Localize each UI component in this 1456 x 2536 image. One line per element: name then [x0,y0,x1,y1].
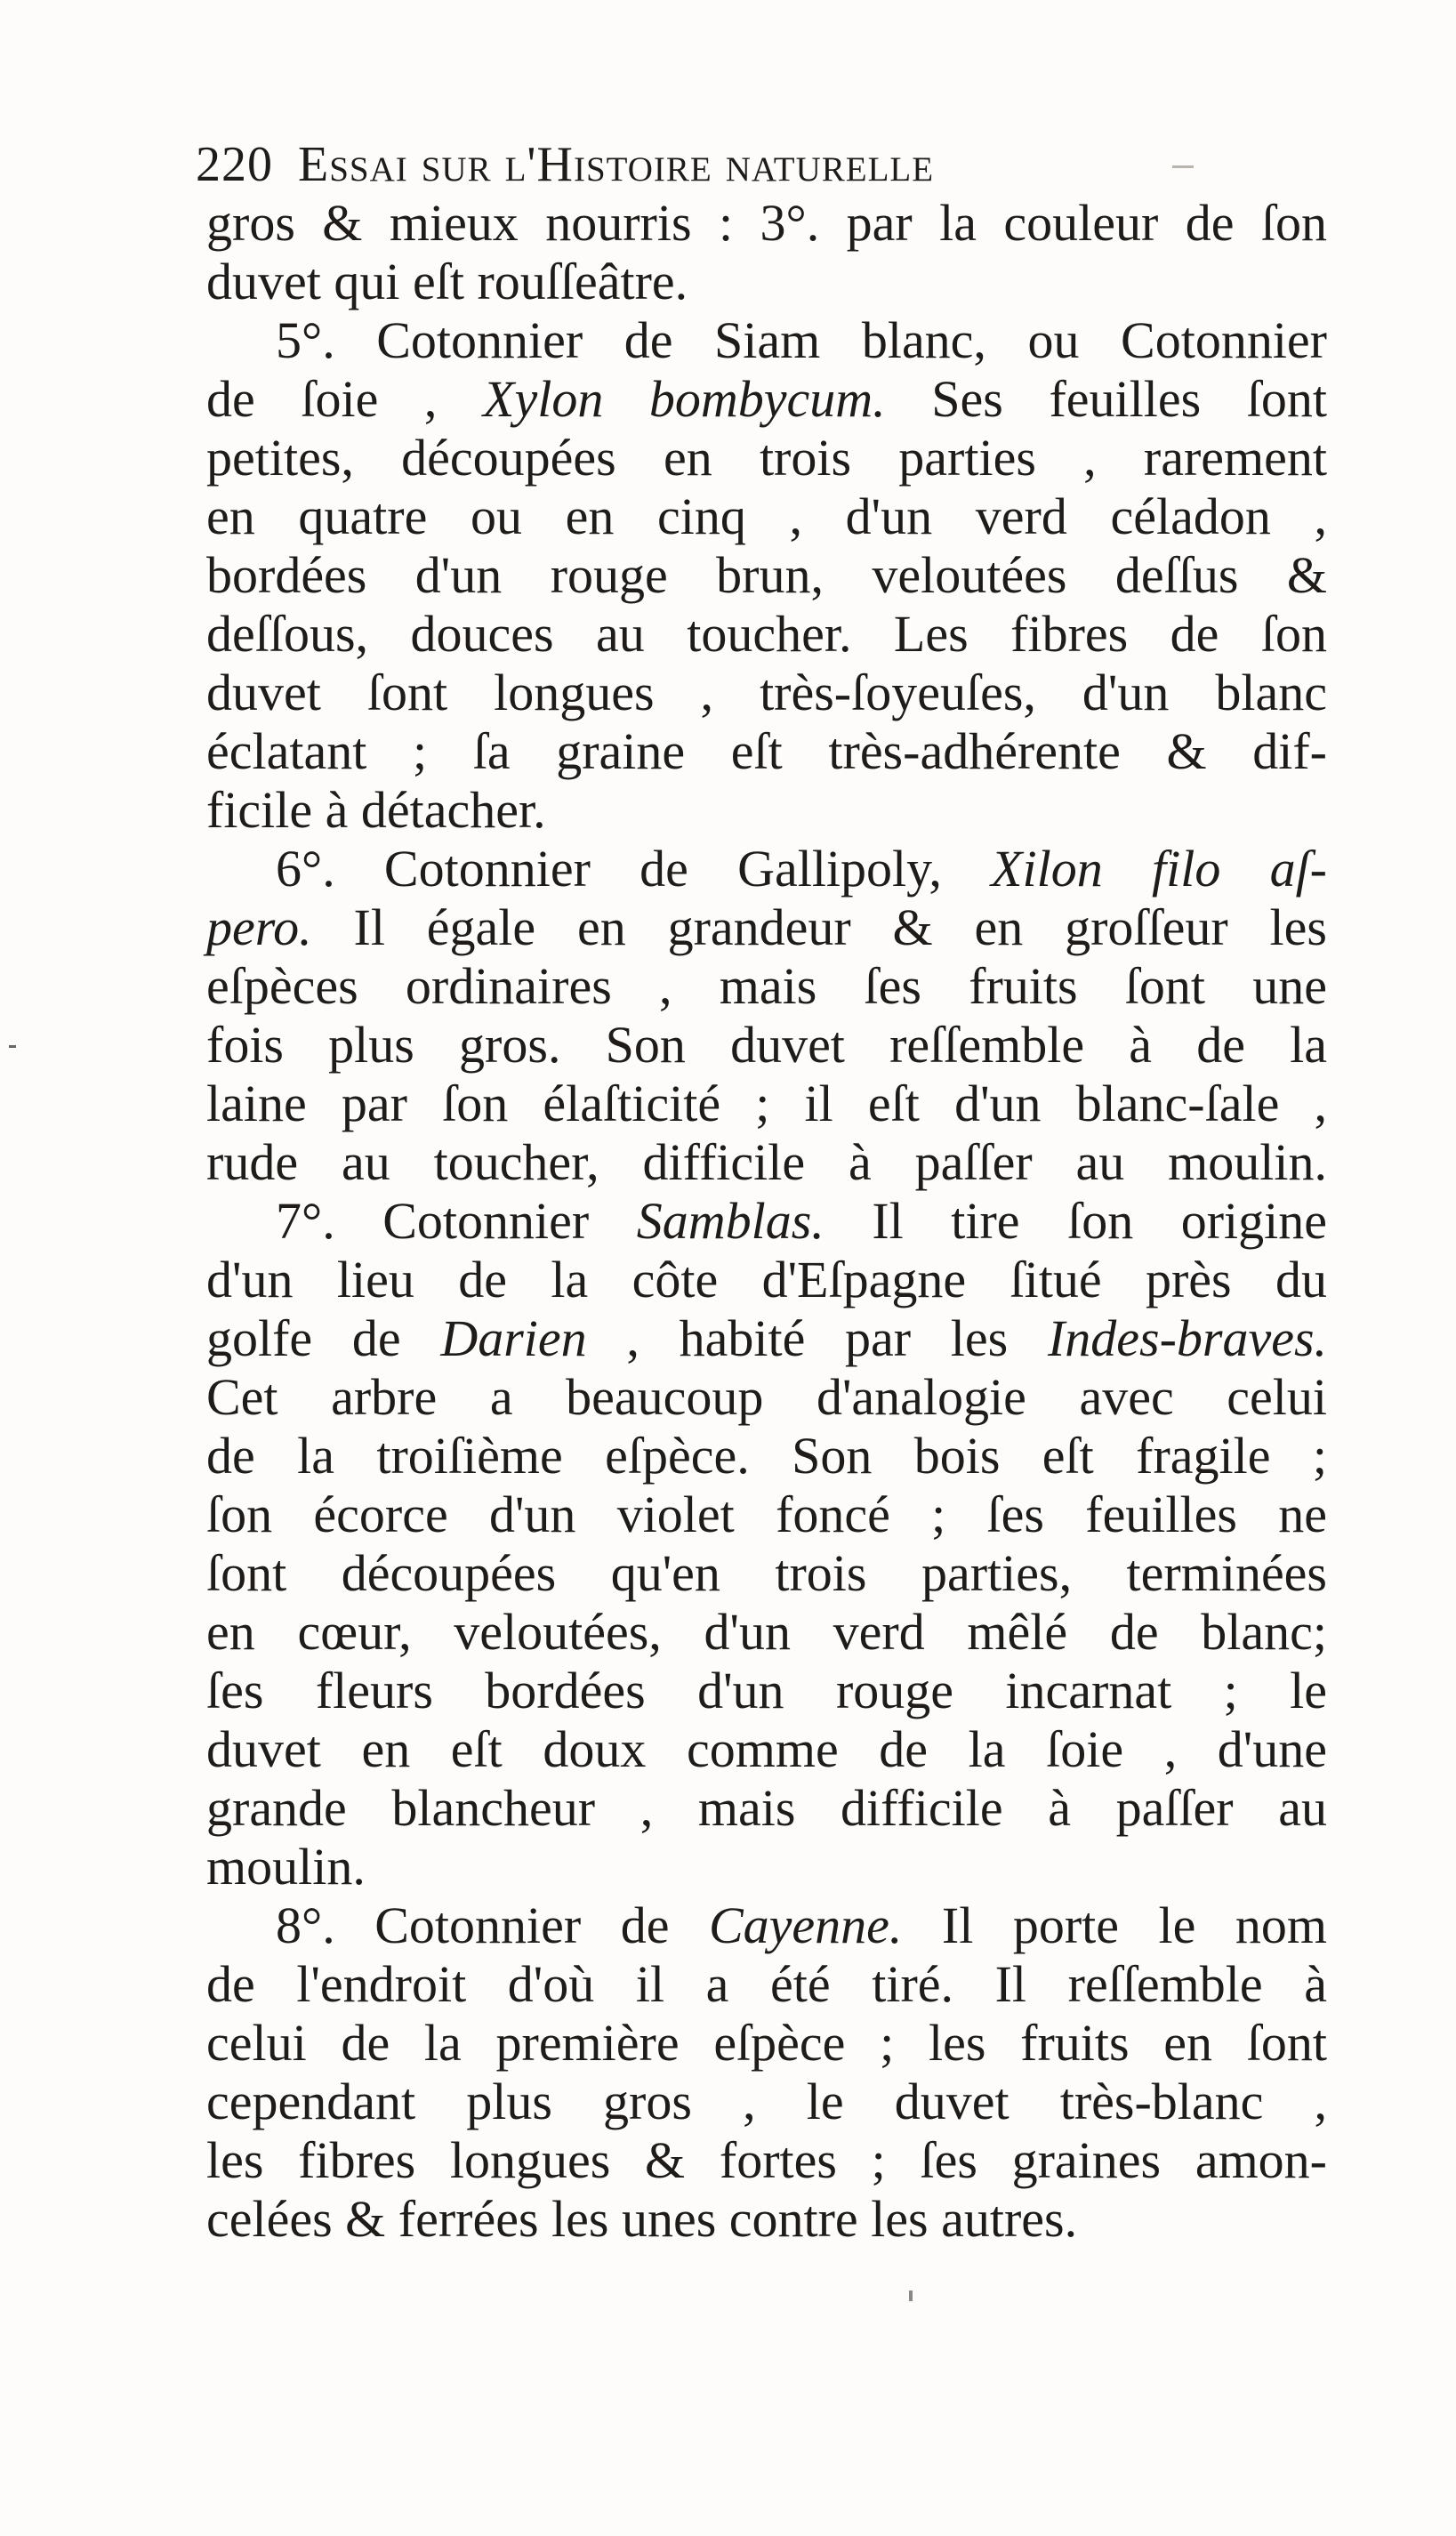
species-name: Xylon bombycum. [483,370,886,428]
text-line: de ſoie , Xylon bombycum. Ses feuilles ſont [206,370,1328,428]
bottom-mark [909,2290,913,2301]
text-line: duvet en eſt doux comme de la ſoie , d'une [206,1720,1327,1778]
text-line: grande blancheur , mais difficile à paſſer au [206,1779,1327,1837]
text-line: celées & ferrées les unes contre les autres. [206,2190,1078,2248]
text-line: golfe de Darien , habité par les Indes-braves. [206,1309,1328,1367]
text-line: duvet ſont longues , très-ſoyeuſes, d'un blanc [206,664,1327,721]
text-line: 7°. Cotonnier Samblas. Il tire ſon origine [276,1192,1327,1250]
text-line: en cœur, veloutées, d'un verd mêlé de blanc; [206,1603,1327,1661]
text-line: 6°. Cotonnier de Gallipoly, Xilon filo aſ- [276,840,1327,898]
running-head [196,133,1201,196]
text-line: fois plus gros. Son duvet reſſemble à de la [206,1016,1327,1074]
species-name: Samblas. [636,1192,825,1250]
text-line: petites, découpées en trois parties , rarement [206,429,1327,487]
text-line: moulin. [206,1838,366,1896]
text-line: laine par ſon élaſticité ; il eſt d'un blanc-ſale , [206,1075,1327,1132]
text-line: ficile à détacher. [206,781,546,839]
people-name: Indes-braves. [1047,1309,1328,1367]
margin-mark [9,1045,16,1048]
text-line: gros & mieux nourris : 3°. par la couleur de ſon [206,194,1327,252]
text-line: deſſous, douces au toucher. Les fibres de ſon [206,605,1327,663]
text-line: de la troiſième eſpèce. Son bois eſt fragile ; [206,1427,1327,1485]
text-line: duvet qui eſt rouſſeâtre. [206,253,688,310]
text-line: 8°. Cotonnier de Cayenne. Il porte le nom [276,1896,1327,1954]
text-line: rude au toucher, difficile à paſſer au moulin. [206,1133,1327,1191]
text-line: bordées d'un rouge brun, veloutées deſſus & [206,546,1327,604]
text-line: 5°. Cotonnier de Siam blanc, ou Cotonnier [276,311,1327,369]
text-line: en quatre ou en cinq , d'un verd céladon , [206,487,1327,545]
text-line: de l'endroit d'où il a été tiré. Il reſſemble à [206,1955,1327,2013]
place-name: Cayenne. [708,1896,903,1954]
text-line: cependant plus gros , le duvet très-blanc , [206,2073,1327,2130]
running-title: Essai sur l'Histoire naturelle [298,137,935,192]
text-line: ſon écorce d'un violet foncé ; ſes feuilles ne [206,1485,1327,1543]
text-line: les fibres longues & fortes ; ſes graines amon- [206,2131,1327,2189]
header-mark [1172,165,1194,168]
place-name: Darien [440,1309,587,1367]
text-line: d'un lieu de la côte d'Eſpagne ſitué près du [206,1251,1327,1308]
species-name: Xilon filo aſ- [991,840,1327,898]
text-line: ſes fleurs bordées d'un rouge incarnat ; le [206,1662,1327,1719]
text-line: pero. Il égale en grandeur & en groſſeur les [206,898,1327,956]
text-line: éclatant ; ſa graine eſt très-adhérente & dif- [206,722,1327,780]
text-line: eſpèces ordinaires , mais ſes fruits ſont une [206,957,1327,1015]
text-line: Cet arbre a beaucoup d'analogie avec celui [206,1368,1327,1426]
text-line: celui de la première eſpèce ; les fruits en ſont [206,2014,1327,2072]
page-number: 220 [196,137,273,192]
body-text [206,194,1327,2249]
text-line: ſont découpées qu'en trois parties, terminées [206,1544,1327,1602]
